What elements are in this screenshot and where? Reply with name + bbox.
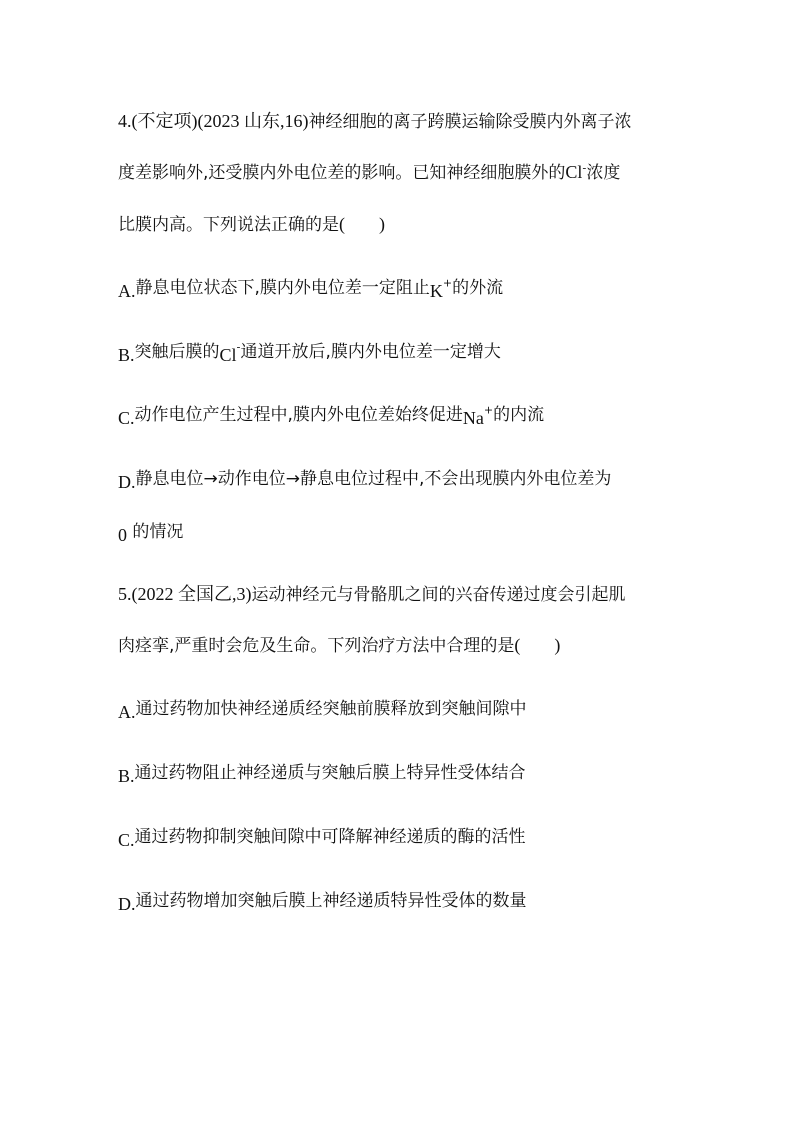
q4-chloride-symbol: Cl bbox=[565, 162, 583, 182]
q4-option-d-arrow-2: → bbox=[285, 469, 300, 489]
q4-option-b-chloride-symbol: Cl bbox=[219, 345, 237, 365]
q4-option-d-arrow-1: → bbox=[203, 469, 218, 489]
q4-stem-text-2a: 度差影响外 bbox=[118, 163, 203, 183]
q5-answer-paren-close: ) bbox=[554, 635, 561, 655]
q5-option-d-text: 通过药物增加突触后膜上神经递质特异性受体的数量 bbox=[135, 891, 527, 911]
q4-option-d-label: D. bbox=[118, 472, 136, 492]
q4-option-d-line-2 bbox=[118, 519, 183, 544]
q4-sodium-charge: + bbox=[483, 403, 494, 417]
q4-option-d-text-4: ,不会出现膜内外电位差为 bbox=[419, 469, 612, 489]
q5-option-a-label: A. bbox=[118, 702, 136, 722]
q4-stem-line-2 bbox=[118, 160, 620, 185]
q5-stem-text-2a: 肉痉挛 bbox=[118, 636, 169, 656]
q5-option-b-label: B. bbox=[118, 766, 135, 786]
q4-source: (不定项)(2023 山东,16) bbox=[131, 111, 309, 131]
q4-number: 4. bbox=[118, 111, 132, 131]
q4-stem-text-2b: ,还受膜内外电位差的影响。已知神经细胞膜外的 bbox=[203, 163, 566, 183]
q4-option-a-text-1: 静息电位状态下 bbox=[135, 278, 255, 298]
q4-option-b-text-3: ,膜内外电位差一定增大 bbox=[325, 342, 501, 362]
q4-option-c-text-1: 动作电位产生过程中 bbox=[134, 405, 288, 425]
q4-option-d-text-2: 动作电位 bbox=[217, 469, 286, 489]
q4-option-d-text-3: 静息电位过程中 bbox=[300, 469, 419, 489]
q5-stem-line-1 bbox=[118, 582, 626, 607]
q5-answer-paren-open: ( bbox=[514, 635, 521, 655]
q5-option-a-text: 通过药物加快神经递质经突触前膜释放到突触间隙中 bbox=[135, 699, 527, 719]
q4-stem-text-1: 神经细胞的离子跨膜运输除受膜内外离子浓 bbox=[308, 112, 632, 132]
q4-option-c-text-2: ,膜内外电位差始终促进 bbox=[287, 405, 463, 425]
q4-chloride-charge: - bbox=[582, 161, 587, 175]
q4-potassium-symbol: K bbox=[429, 281, 443, 301]
q4-option-b bbox=[118, 339, 501, 364]
q4-sodium-symbol: Na bbox=[462, 408, 484, 428]
q4-answer-paren-close: ) bbox=[379, 214, 385, 234]
q5-option-c-text: 通过药物抑制突触间隙中可降解神经递质的酶的活性 bbox=[134, 827, 526, 847]
q4-answer-paren-open: ( bbox=[339, 214, 345, 234]
q5-option-b bbox=[118, 760, 526, 785]
q5-option-d bbox=[118, 888, 527, 913]
q4-potassium-charge: + bbox=[442, 276, 453, 290]
q4-option-a bbox=[118, 275, 503, 300]
q5-stem-text-2b: ,严重时会危及生命。下列治疗方法中合理的是 bbox=[169, 636, 515, 656]
q4-option-b-label: B. bbox=[118, 345, 135, 365]
q4-option-b-text-1: 突触后膜的 bbox=[134, 342, 220, 362]
q4-option-a-text-2: ,膜内外电位差一定阻止 bbox=[254, 278, 430, 298]
q4-stem-text-2c: 浓度 bbox=[586, 163, 621, 183]
q5-number: 5. bbox=[118, 584, 132, 604]
q5-option-c bbox=[118, 824, 526, 849]
q4-option-c-text-3: 的内流 bbox=[493, 405, 545, 425]
q4-stem-text-3: 比膜内高。下列说法正确的是 bbox=[118, 215, 339, 235]
q4-option-c bbox=[118, 402, 544, 427]
q4-option-d-text-5: 的情况 bbox=[132, 522, 184, 542]
q4-stem-line-1 bbox=[118, 109, 631, 134]
q5-source: (2022 全国乙,3) bbox=[131, 584, 252, 604]
q4-option-a-label: A. bbox=[118, 281, 136, 301]
q4-option-b-text-2: 通道开放后 bbox=[240, 342, 326, 362]
q4-stem-line-3 bbox=[118, 212, 385, 237]
q4-option-d-text-1: 静息电位 bbox=[135, 469, 204, 489]
q5-option-a bbox=[118, 696, 527, 721]
q4-option-d-line-1 bbox=[118, 466, 611, 491]
q4-option-b-chloride-charge: - bbox=[236, 340, 241, 354]
q5-option-b-text: 通过药物阻止神经递质与突触后膜上特异性受体结合 bbox=[134, 763, 526, 783]
q5-stem-text-1: 运动神经元与骨骼肌之间的兴奋传递过度会引起肌 bbox=[251, 585, 626, 605]
q5-stem-line-2 bbox=[118, 633, 560, 658]
q4-option-a-text-3: 的外流 bbox=[452, 278, 504, 298]
q5-option-d-label: D. bbox=[118, 894, 136, 914]
q5-option-c-label: C. bbox=[118, 830, 135, 850]
q4-option-d-zero: 0 bbox=[118, 525, 127, 545]
q4-option-c-label: C. bbox=[118, 408, 135, 428]
